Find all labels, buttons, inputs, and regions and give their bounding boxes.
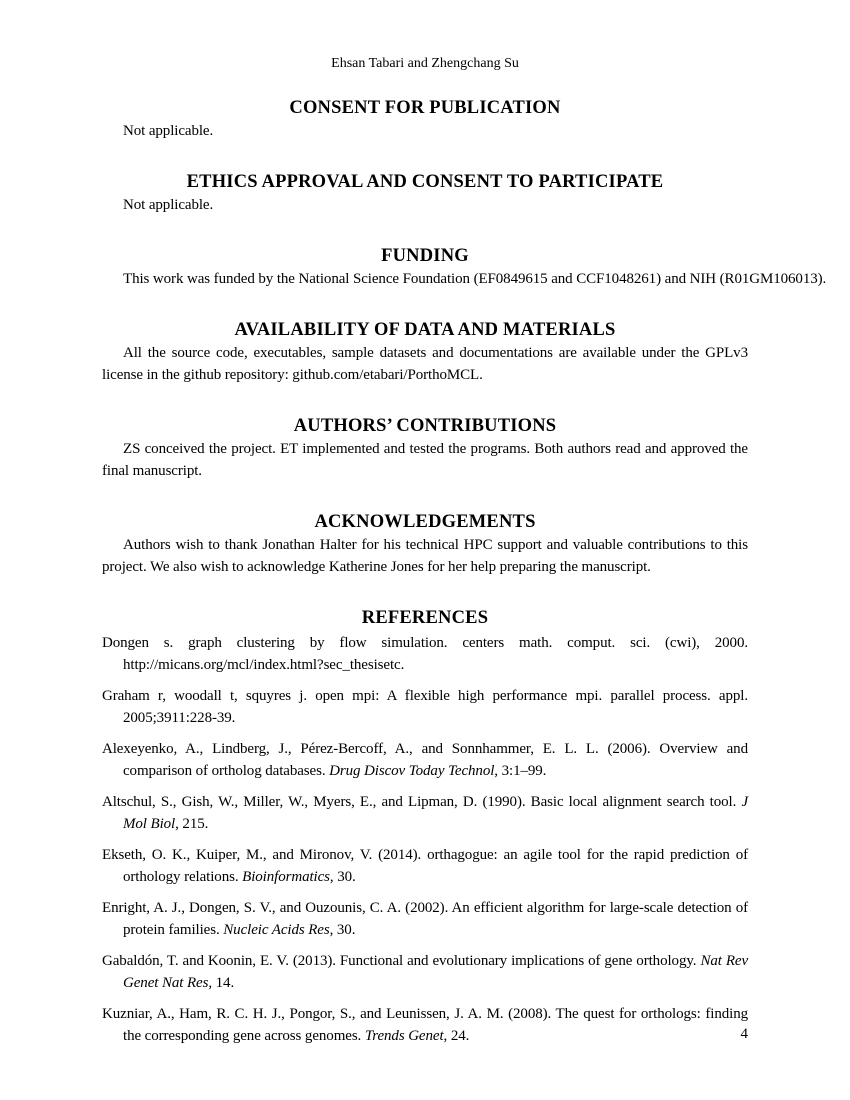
reference-text: Alexeyenko, A., Lindberg, J., Pérez-Bercoff, A., and Sonnhammer, E. L. L. (2006). Overview and comparison of ortholog databases.	[102, 741, 748, 779]
reference-text: Altschul, S., Gish, W., Miller, W., Myers, E., and Lipman, D. (1990). Basic local alignment search tool.	[102, 794, 742, 810]
reference-text: , 30.	[329, 869, 356, 885]
section-heading: CONSENT FOR PUBLICATION	[289, 98, 561, 118]
section-references	[102, 606, 748, 1047]
reference-text: Gabaldón, T. and Koonin, E. V. (2013). Functional and evolutionary implications of gene orthology.	[102, 953, 701, 969]
reference-journal-name: Trends Genet	[364, 1028, 444, 1044]
reference-text: , 30.	[329, 922, 356, 938]
reference-item	[102, 738, 748, 782]
reference-item	[102, 632, 748, 676]
section-heading: AUTHORS’ CONTRIBUTIONS	[293, 416, 557, 436]
section-funding	[102, 244, 827, 290]
references-list	[102, 632, 748, 1047]
section-heading: REFERENCES	[361, 608, 489, 628]
reference-text: Enright, A. J., Dongen, S. V., and Ouzounis, C. A. (2002). An efficient algorithm for large-scale detection of protein families.	[102, 900, 748, 938]
section-availability-of-data	[102, 318, 748, 386]
reference-journal-name: J Mol Biol	[123, 794, 748, 832]
reference-journal-name: Bioinformatics	[242, 869, 330, 885]
reference-item	[102, 950, 748, 994]
reference-text: , 3:1–99.	[494, 763, 547, 779]
reference-text: , 215.	[175, 816, 209, 832]
section-heading: FUNDING	[381, 246, 469, 266]
reference-item	[102, 685, 748, 729]
reference-item	[102, 791, 748, 835]
reference-journal-name: Nucleic Acids Res	[223, 922, 330, 938]
reference-journal-name: Drug Discov Today Technol	[329, 763, 495, 779]
section-authors-contributions	[102, 414, 748, 482]
section-paragraph: All the source code, executables, sample datasets and documentations are available under the GPLv3 license in the github repository: github.com/etabari/PorthoMCL.	[102, 345, 748, 383]
reference-text: Kuzniar, A., Ham, R. C. H. J., Pongor, S., and Leunissen, J. A. M. (2008). The quest for orthologs: finding the corresponding gene across genomes.	[102, 1006, 748, 1044]
section-paragraph: This work was funded by the National Science Foundation (EF0849615 and CCF1048261) and NIH (R01GM106013).	[123, 271, 827, 287]
section-paragraph: ZS conceived the project. ET implemented and tested the programs. Both authors read and approved the final manuscript.	[102, 441, 748, 479]
section-heading: AVAILABILITY OF DATA AND MATERIALS	[234, 320, 616, 340]
section-heading: ETHICS APPROVAL AND CONSENT TO PARTICIPATE	[186, 172, 664, 192]
reference-text: , 24.	[443, 1028, 470, 1044]
reference-item	[102, 844, 748, 888]
section-consent-for-publication	[102, 96, 748, 142]
reference-text: Ekseth, O. K., Kuiper, M., and Mironov, V. (2014). orthagogue: an agile tool for the rapid prediction of orthology relations.	[102, 847, 748, 885]
section-paragraph: Not applicable.	[123, 197, 214, 213]
reference-journal-name: Nat Rev Genet Nat Res	[123, 953, 749, 991]
running-head-authors: Ehsan Tabari and Zhengchang Su	[331, 56, 519, 71]
reference-text: Dongen s. graph clustering by flow simulation. centers math. comput. sci. (cwi), 2000. http://micans.org/mcl/index.html?sec_thesisetc.	[102, 635, 748, 673]
page-content	[102, 96, 827, 1056]
section-ethics-approval	[102, 170, 748, 216]
reference-text: Graham r, woodall t, squyres j. open mpi: A flexible high performance mpi. parallel process. appl. 2005;3911:228-39.	[102, 688, 748, 726]
section-acknowledgements	[102, 510, 748, 578]
reference-text: , 14.	[208, 975, 235, 991]
section-paragraph: Authors wish to thank Jonathan Halter for his technical HPC support and valuable contributions to this project. We also wish to acknowledge Katherine Jones for her help preparing the manuscript.	[102, 537, 748, 575]
reference-item	[102, 897, 748, 941]
page-number: 4	[740, 1026, 748, 1042]
section-heading: ACKNOWLEDGEMENTS	[314, 512, 536, 532]
section-paragraph: Not applicable.	[123, 123, 214, 139]
